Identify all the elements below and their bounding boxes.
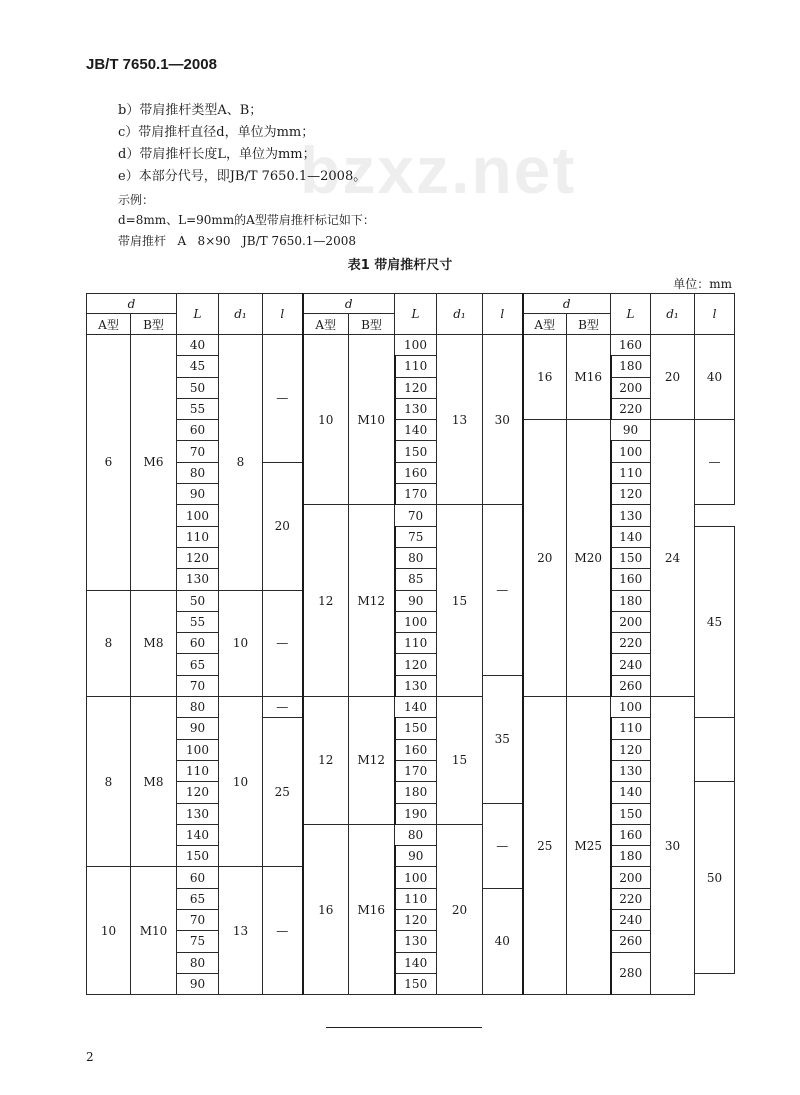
header-L: L — [177, 294, 219, 335]
table-unit: 单位：mm — [673, 277, 732, 291]
length-cell: 90 — [177, 484, 219, 505]
diameter-type-a-cell: 6 — [87, 335, 131, 591]
table-row — [87, 569, 735, 590]
shoulder-length-cell: 30 — [483, 335, 523, 505]
shoulder-diameter-cell: 13 — [219, 867, 263, 995]
length-cell: 75 — [177, 931, 219, 952]
table-row — [87, 739, 735, 760]
length-cell: 150 — [611, 547, 651, 568]
length-cell: 90 — [177, 718, 219, 739]
length-cell: 160 — [611, 569, 651, 590]
diameter-type-a-cell: 12 — [303, 505, 349, 697]
shoulder-length-cell: — — [695, 420, 735, 505]
length-cell: 90 — [177, 973, 219, 994]
length-cell: 120 — [611, 484, 651, 505]
length-cell: 65 — [177, 888, 219, 909]
shoulder-diameter-cell: 30 — [651, 697, 695, 995]
length-cell: 180 — [611, 356, 651, 377]
length-cell: 150 — [395, 973, 437, 994]
length-cell: 100 — [177, 739, 219, 760]
example-marking: 带肩推杆 A 8×90 JB/T 7650.1—2008 — [118, 234, 356, 248]
header-type-a: A型 — [303, 314, 349, 335]
shoulder-length-cell: 40 — [483, 888, 523, 994]
diameter-type-b-cell: M8 — [131, 697, 177, 867]
list-item: c）带肩推杆直径d，单位为mm； — [118, 125, 315, 140]
table-row — [87, 697, 735, 718]
length-cell: 140 — [395, 697, 437, 718]
length-cell: 140 — [611, 782, 651, 803]
shoulder-diameter-cell: 10 — [219, 697, 263, 867]
length-cell: 130 — [395, 931, 437, 952]
table-row — [87, 675, 735, 696]
table-row — [87, 441, 735, 462]
header-d: d — [523, 294, 611, 314]
table-row — [87, 611, 735, 632]
length-cell: 100 — [611, 697, 651, 718]
table-row — [87, 356, 735, 377]
length-cell: 240 — [611, 654, 651, 675]
header-type-a: A型 — [523, 314, 567, 335]
table-row — [87, 526, 735, 547]
diameter-type-b-cell: M12 — [349, 697, 395, 825]
table-row — [87, 910, 735, 931]
length-cell: 180 — [611, 846, 651, 867]
length-cell: 110 — [177, 526, 219, 547]
length-cell: 220 — [611, 398, 651, 419]
length-cell: 190 — [395, 803, 437, 824]
length-cell: 100 — [395, 335, 437, 356]
table-row — [87, 335, 735, 356]
length-cell: 130 — [177, 569, 219, 590]
length-cell: 55 — [177, 611, 219, 632]
diameter-type-a-cell: 12 — [303, 697, 349, 825]
length-cell: 100 — [395, 611, 437, 632]
header-L: L — [611, 294, 651, 335]
watermark: bzxz.net — [300, 133, 577, 207]
diameter-type-b-cell: M20 — [567, 420, 611, 697]
header-d1: d₁ — [437, 294, 483, 335]
length-cell: 280 — [611, 952, 651, 995]
length-cell: 70 — [177, 910, 219, 931]
length-cell: 40 — [177, 335, 219, 356]
table-title: 表1 带肩推杆尺寸 — [347, 258, 453, 273]
header-l: l — [263, 294, 303, 335]
length-cell: 100 — [177, 505, 219, 526]
length-cell: 220 — [611, 888, 651, 909]
length-cell: 60 — [177, 420, 219, 441]
shoulder-diameter-cell: 8 — [219, 335, 263, 591]
length-cell: 160 — [395, 739, 437, 760]
standard-code: JB/T 7650.1—2008 — [86, 56, 217, 73]
table-row — [87, 547, 735, 568]
diameter-type-b-cell: M16 — [349, 824, 395, 994]
length-cell: 150 — [395, 718, 437, 739]
diameter-type-a-cell: 16 — [303, 824, 349, 994]
length-cell: 170 — [395, 484, 437, 505]
table-row — [87, 952, 735, 973]
length-cell: 260 — [611, 675, 651, 696]
table-row — [87, 633, 735, 654]
table-row — [87, 398, 735, 419]
length-cell: 130 — [395, 675, 437, 696]
length-cell: 60 — [177, 633, 219, 654]
length-cell: 60 — [177, 867, 219, 888]
page-number: 2 — [86, 1050, 94, 1064]
length-cell: 200 — [611, 377, 651, 398]
length-cell: 90 — [395, 590, 437, 611]
table-row — [87, 377, 735, 398]
list-item: b）带肩推杆类型A、B； — [118, 103, 263, 118]
shoulder-diameter-cell: 15 — [437, 697, 483, 825]
header-type-b: B型 — [131, 314, 177, 335]
length-cell: 70 — [395, 505, 437, 526]
length-cell: 140 — [395, 952, 437, 973]
header-l: l — [483, 294, 523, 335]
length-cell: 150 — [177, 846, 219, 867]
shoulder-length-cell: — — [483, 505, 523, 675]
table-row — [87, 590, 735, 611]
shoulder-length-cell: — — [263, 867, 303, 995]
shoulder-diameter-cell: 24 — [651, 420, 695, 697]
header-d: d — [87, 294, 177, 314]
length-cell: 80 — [177, 697, 219, 718]
length-cell: 120 — [177, 547, 219, 568]
length-cell: 65 — [177, 654, 219, 675]
diameter-type-b-cell: M6 — [131, 335, 177, 591]
example-heading: 示例： — [118, 193, 155, 207]
length-cell: 55 — [177, 398, 219, 419]
length-cell: 70 — [177, 675, 219, 696]
shoulder-length-cell: 35 — [483, 675, 523, 803]
shoulder-diameter-cell: 20 — [651, 335, 695, 420]
diameter-type-b-cell: M10 — [131, 867, 177, 995]
length-cell: 150 — [611, 803, 651, 824]
length-cell: 120 — [611, 739, 651, 760]
diameter-type-b-cell: M25 — [567, 697, 611, 995]
diameter-type-a-cell: 20 — [523, 420, 567, 697]
diameter-type-b-cell: M16 — [567, 335, 611, 420]
length-cell: 150 — [395, 441, 437, 462]
shoulder-length-cell: — — [263, 697, 303, 718]
marking-items-list — [118, 100, 366, 188]
list-item: e）本部分代号，即JB/T 7650.1—2008。 — [118, 169, 367, 184]
shoulder-length-cell: 50 — [695, 782, 735, 974]
bottom-rule — [326, 1027, 482, 1028]
length-cell: 50 — [177, 377, 219, 398]
shoulder-length-cell: — — [263, 335, 303, 463]
length-cell: 90 — [611, 420, 651, 441]
length-cell: 85 — [395, 569, 437, 590]
header-L: L — [395, 294, 437, 335]
length-cell: 110 — [395, 356, 437, 377]
length-cell: 110 — [395, 633, 437, 654]
table-row — [87, 824, 735, 845]
shoulder-diameter-cell: 15 — [437, 505, 483, 697]
diameter-type-a-cell: 10 — [303, 335, 349, 505]
length-cell: 130 — [611, 505, 651, 526]
shoulder-diameter-cell: 20 — [437, 824, 483, 994]
table-row — [87, 867, 735, 888]
length-cell: 120 — [395, 910, 437, 931]
table-row — [87, 420, 735, 441]
table-row — [87, 505, 735, 526]
length-cell: 110 — [611, 718, 651, 739]
length-cell: 45 — [177, 356, 219, 377]
length-cell: 120 — [395, 377, 437, 398]
length-cell: 220 — [611, 633, 651, 654]
shoulder-length-cell: 40 — [695, 335, 735, 420]
length-cell: 140 — [395, 420, 437, 441]
header-type-b: B型 — [567, 314, 611, 335]
length-cell: 130 — [611, 760, 651, 781]
length-cell: 180 — [611, 590, 651, 611]
length-cell: 50 — [177, 590, 219, 611]
list-item: d）带肩推杆长度L，单位为mm； — [118, 147, 316, 162]
header-l: l — [695, 294, 735, 335]
diameter-type-a-cell: 8 — [87, 697, 131, 867]
shoulder-length-cell: 20 — [263, 462, 303, 590]
length-cell: 80 — [395, 547, 437, 568]
length-cell: 260 — [611, 931, 651, 952]
table-row — [87, 931, 735, 952]
length-cell: 100 — [395, 867, 437, 888]
table-row — [87, 718, 735, 739]
table-row — [87, 484, 735, 505]
length-cell: 240 — [611, 910, 651, 931]
diameter-type-a-cell: 16 — [523, 335, 567, 420]
diameter-type-b-cell: M12 — [349, 505, 395, 697]
length-cell: 160 — [611, 824, 651, 845]
length-cell: 110 — [177, 760, 219, 781]
length-cell: 90 — [395, 846, 437, 867]
length-cell: 200 — [611, 867, 651, 888]
length-cell: 160 — [395, 462, 437, 483]
length-cell: 120 — [395, 654, 437, 675]
length-cell: 80 — [177, 462, 219, 483]
diameter-type-b-cell: M10 — [349, 335, 395, 505]
table-row — [87, 654, 735, 675]
length-cell: 110 — [611, 462, 651, 483]
length-cell: 130 — [395, 398, 437, 419]
header-d: d — [303, 294, 395, 314]
table-row — [87, 846, 735, 867]
table-row — [87, 760, 735, 781]
header-type-b: B型 — [349, 314, 395, 335]
length-cell: 80 — [395, 824, 437, 845]
dimension-table — [86, 293, 735, 995]
shoulder-length-cell: — — [483, 803, 523, 888]
table-row — [87, 782, 735, 803]
shoulder-diameter-cell: 10 — [219, 590, 263, 696]
shoulder-length-cell: 25 — [263, 718, 303, 867]
header-type-a: A型 — [87, 314, 131, 335]
diameter-type-b-cell: M8 — [131, 590, 177, 696]
length-cell: 75 — [395, 526, 437, 547]
length-cell: 130 — [177, 803, 219, 824]
length-cell: 140 — [611, 526, 651, 547]
header-d1: d₁ — [651, 294, 695, 335]
table-row — [87, 803, 735, 824]
header-d1: d₁ — [219, 294, 263, 335]
diameter-type-a-cell: 8 — [87, 590, 131, 696]
length-cell: 200 — [611, 611, 651, 632]
shoulder-length-cell: 45 — [695, 526, 735, 718]
table-row — [87, 462, 735, 483]
length-cell: 170 — [395, 760, 437, 781]
length-cell: 100 — [611, 441, 651, 462]
shoulder-length-cell: — — [263, 590, 303, 696]
length-cell: 110 — [395, 888, 437, 909]
length-cell: 140 — [177, 824, 219, 845]
length-cell: 180 — [395, 782, 437, 803]
table-row — [87, 888, 735, 909]
length-cell: 160 — [611, 335, 651, 356]
shoulder-diameter-cell: 13 — [437, 335, 483, 505]
diameter-type-a-cell: 10 — [87, 867, 131, 995]
length-cell: 120 — [177, 782, 219, 803]
length-cell: 80 — [177, 952, 219, 973]
example-description: d=8mm、L=90mm的A型带肩推杆标记如下： — [118, 213, 375, 227]
diameter-type-a-cell: 25 — [523, 697, 567, 995]
length-cell: 70 — [177, 441, 219, 462]
